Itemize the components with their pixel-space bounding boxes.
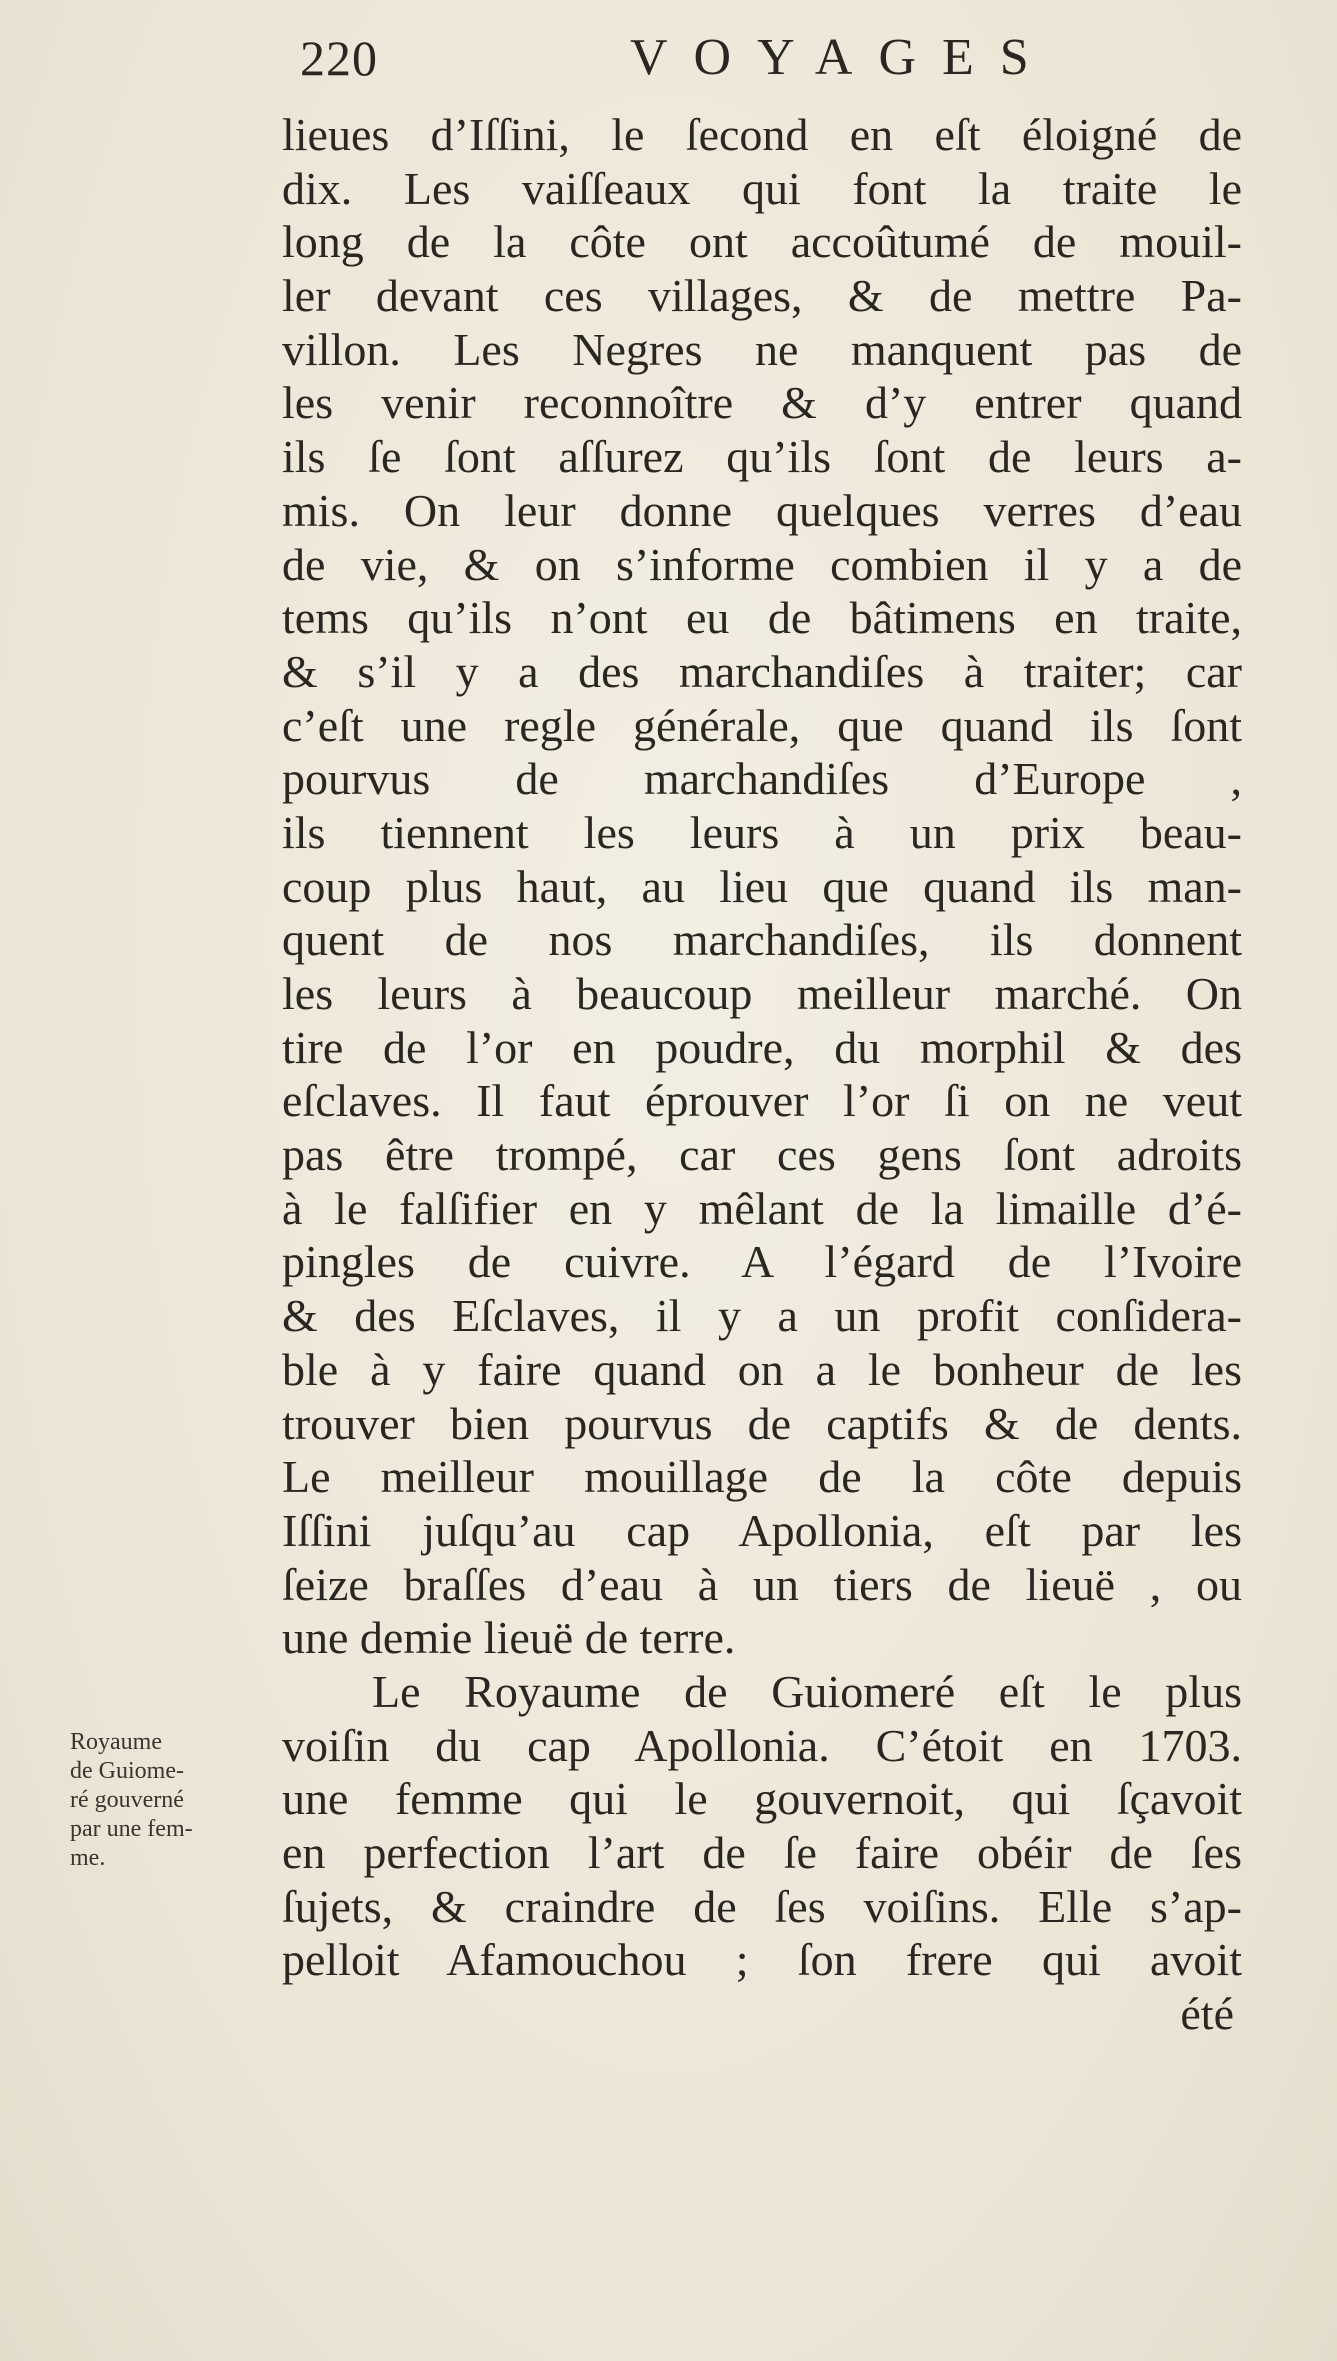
text-line: ils tiennent les leurs à un prix beau- [282, 806, 1242, 858]
text-line: pourvus de marchandiſes d’Europe , [282, 753, 1242, 805]
body-text [282, 108, 1242, 2041]
margin-note [70, 1728, 270, 1873]
margin-note-line: Royaume [70, 1729, 162, 1755]
text-line: les leurs à beaucoup meilleur marché. On [282, 968, 1242, 1019]
text-line: villon. Les Negres ne manquent pas de [282, 323, 1242, 375]
text-line: ſujets, & craindre de ſes voiſins. Elle s’ap- [282, 1880, 1242, 1932]
text-line: Iſſini juſqu’au cap Apollonia, eſt par les [282, 1504, 1242, 1556]
text-line: pas être trompé, car ces gens ſont adroits [282, 1129, 1242, 1181]
text-line: tire de l’or en poudre, du morphil & des [282, 1021, 1242, 1073]
margin-note-line: ré gouverné [70, 1787, 184, 1813]
text-line: & s’il y a des marchandiſes à traiter; car [282, 645, 1242, 697]
text-line: ble à y faire quand on a le bonheur de les [282, 1343, 1242, 1395]
text-line: c’eſt une regle générale, que quand ils ſont [282, 699, 1242, 751]
text-line: de vie, & on s’informe combien il y a de [282, 538, 1242, 590]
text-line: Le meilleur mouillage de la côte depuis [282, 1451, 1242, 1503]
text-line: quent de nos marchandiſes, ils donnent [282, 914, 1242, 966]
text-line: les venir reconnoître & d’y entrer quand [282, 377, 1242, 429]
text-line: eſclaves. Il faut éprouver l’or ſi on ne veut [282, 1075, 1242, 1127]
text-line: & des Eſclaves, il y a un profit conſidera- [282, 1290, 1242, 1342]
margin-note-line: me. [70, 1845, 106, 1871]
text-line: trouver bien pourvus de captifs & de dents. [282, 1397, 1242, 1449]
text-line: lieues d’Iſſini, le ſecond en eſt éloigné de [282, 109, 1242, 160]
text-line: à le falſifier en y mêlant de la limaille d’é- [282, 1182, 1242, 1234]
margin-note-line: par une fem- [70, 1816, 193, 1842]
text-line: une demie lieuë de terre. [282, 1612, 736, 1664]
text-line: ſeize braſſes d’eau à un tiers de lieuë , ou [282, 1558, 1242, 1610]
text-line: coup plus haut, au lieu que quand ils man- [282, 860, 1242, 912]
margin-note-line: de Guiome- [70, 1758, 184, 1784]
text-line: tems qu’ils n’ont eu de bâtimens en traite, [282, 592, 1242, 644]
text-line: voiſin du cap Apollonia. C’étoit en 1703. [282, 1719, 1242, 1771]
page-header [300, 28, 1060, 88]
text-line: pelloit Afamouchou ; ſon frere qui avoit [282, 1934, 1242, 1986]
text-line: long de la côte ont accoûtumé de mouil- [282, 216, 1242, 268]
text-line: en perfection l’art de ſe faire obéir de ſes [282, 1827, 1242, 1878]
text-line: ils ſe ſont aſſurez qu’ils ſont de leurs a- [282, 431, 1242, 483]
text-line: ler devant ces villages, & de mettre Pa- [282, 270, 1242, 322]
text-line: Le Royaume de Guiomeré eſt le plus [372, 1665, 1242, 1717]
running-head: VOYAGES [630, 29, 1055, 86]
text-line: une femme qui le gouvernoit, qui ſçavoit [282, 1773, 1242, 1825]
text-line: mis. On leur donne quelques verres d’eau [282, 484, 1242, 536]
text-line: pingles de cuivre. A l’égard de l’Ivoire [282, 1236, 1242, 1288]
text-line: dix. Les vaiſſeaux qui font la traite le [282, 162, 1242, 214]
catchword: été [1180, 1988, 1234, 2040]
page-number: 220 [300, 30, 378, 86]
